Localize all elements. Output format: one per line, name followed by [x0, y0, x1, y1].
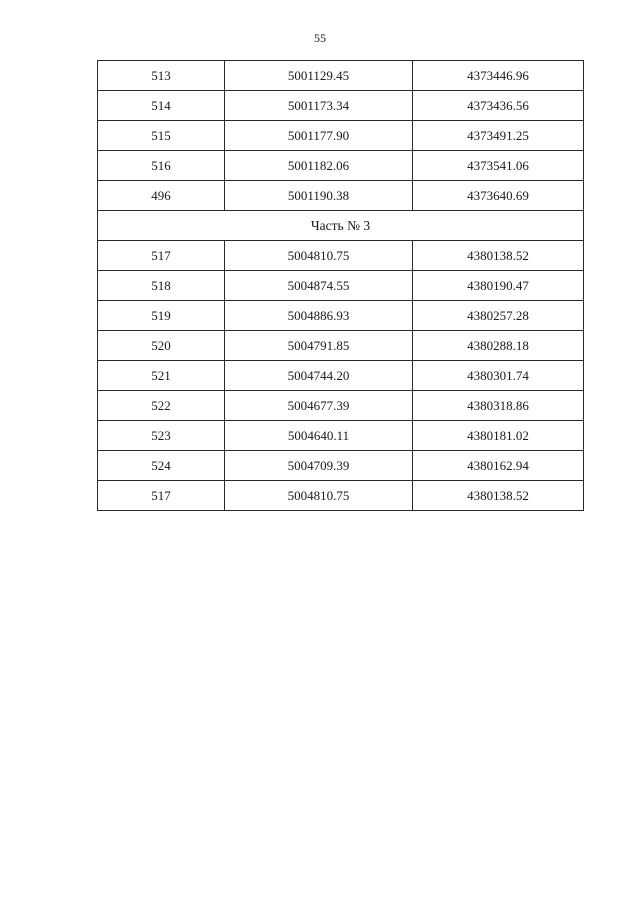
y-coordinate-cell: 4380138.52 [413, 241, 584, 271]
coordinates-table [97, 60, 584, 511]
x-coordinate-cell: 5001129.45 [225, 61, 413, 91]
x-coordinate-cell: 5004677.39 [225, 391, 413, 421]
table-row [98, 421, 584, 451]
point-number-cell: 516 [98, 151, 225, 181]
x-coordinate-cell: 5004810.75 [225, 241, 413, 271]
table-row [98, 481, 584, 511]
y-coordinate-cell: 4380181.02 [413, 421, 584, 451]
point-number-cell: 496 [98, 181, 225, 211]
point-number-cell: 520 [98, 331, 225, 361]
point-number-cell: 524 [98, 451, 225, 481]
x-coordinate-cell: 5001177.90 [225, 121, 413, 151]
section-header-label: Часть № 3 [98, 211, 584, 241]
table-row [98, 151, 584, 181]
y-coordinate-cell: 4380288.18 [413, 331, 584, 361]
point-number-cell: 521 [98, 361, 225, 391]
point-number-cell: 515 [98, 121, 225, 151]
x-coordinate-cell: 5001190.38 [225, 181, 413, 211]
table-row [98, 181, 584, 211]
table-row [98, 241, 584, 271]
section-header-row [98, 211, 584, 241]
y-coordinate-cell: 4373640.69 [413, 181, 584, 211]
point-number-cell: 517 [98, 481, 225, 511]
point-number-cell: 523 [98, 421, 225, 451]
table-row [98, 91, 584, 121]
y-coordinate-cell: 4373436.56 [413, 91, 584, 121]
x-coordinate-cell: 5004709.39 [225, 451, 413, 481]
x-coordinate-cell: 5001173.34 [225, 91, 413, 121]
point-number-cell: 518 [98, 271, 225, 301]
table-row [98, 391, 584, 421]
y-coordinate-cell: 4380162.94 [413, 451, 584, 481]
table-row [98, 121, 584, 151]
y-coordinate-cell: 4380138.52 [413, 481, 584, 511]
x-coordinate-cell: 5004640.11 [225, 421, 413, 451]
coordinates-table-body [98, 61, 584, 511]
point-number-cell: 522 [98, 391, 225, 421]
y-coordinate-cell: 4380318.86 [413, 391, 584, 421]
table-row [98, 271, 584, 301]
table-row [98, 451, 584, 481]
y-coordinate-cell: 4373541.06 [413, 151, 584, 181]
y-coordinate-cell: 4373491.25 [413, 121, 584, 151]
y-coordinate-cell: 4380190.47 [413, 271, 584, 301]
x-coordinate-cell: 5004886.93 [225, 301, 413, 331]
x-coordinate-cell: 5004744.20 [225, 361, 413, 391]
table-row [98, 301, 584, 331]
table-row [98, 331, 584, 361]
x-coordinate-cell: 5004810.75 [225, 481, 413, 511]
y-coordinate-cell: 4373446.96 [413, 61, 584, 91]
x-coordinate-cell: 5001182.06 [225, 151, 413, 181]
y-coordinate-cell: 4380301.74 [413, 361, 584, 391]
page-number: 55 [314, 31, 326, 45]
table-row [98, 61, 584, 91]
x-coordinate-cell: 5004791.85 [225, 331, 413, 361]
point-number-cell: 517 [98, 241, 225, 271]
y-coordinate-cell: 4380257.28 [413, 301, 584, 331]
point-number-cell: 513 [98, 61, 225, 91]
table-row [98, 361, 584, 391]
point-number-cell: 519 [98, 301, 225, 331]
x-coordinate-cell: 5004874.55 [225, 271, 413, 301]
point-number-cell: 514 [98, 91, 225, 121]
